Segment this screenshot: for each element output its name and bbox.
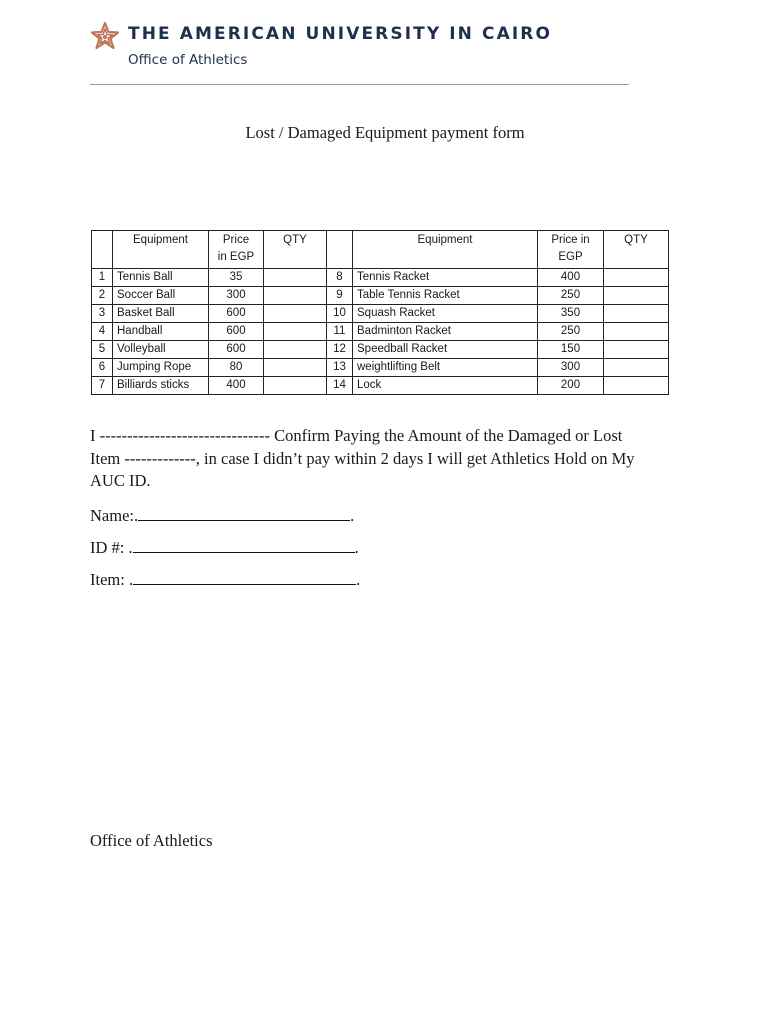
- price-right: 200: [538, 377, 604, 395]
- name-input-line[interactable]: [138, 505, 350, 521]
- header-price-left-line1: Price: [222, 234, 250, 246]
- header-equipment-right: Equipment: [353, 231, 538, 269]
- header-qty-left: QTY: [264, 231, 327, 269]
- equipment-name-left: Basket Ball: [113, 305, 209, 323]
- qty-right[interactable]: [604, 377, 669, 395]
- row-number-left: 3: [92, 305, 113, 323]
- qty-left[interactable]: [264, 377, 327, 395]
- statement-line-2: Item -------------, in case I didn’t pay within 2 days I will get Athletics Hold on My: [90, 448, 635, 468]
- table-row: [92, 377, 669, 395]
- price-right: 400: [538, 269, 604, 287]
- equipment-name-left: Handball: [113, 323, 209, 341]
- row-number-right: 10: [327, 305, 353, 323]
- name-field: [90, 505, 354, 526]
- price-left: 600: [209, 323, 264, 341]
- qty-left[interactable]: [264, 341, 327, 359]
- qty-left[interactable]: [264, 359, 327, 377]
- header-no-cell-right: [327, 231, 353, 269]
- statement-line-1: I ------------------------------- Confirm Paying the Amount of the Damaged or Lost: [90, 426, 623, 445]
- table-row: [92, 287, 669, 305]
- price-left: 600: [209, 341, 264, 359]
- office-name: Office of Athletics: [128, 52, 248, 68]
- price-right: 250: [538, 323, 604, 341]
- row-number-left: 4: [92, 323, 113, 341]
- item-label: Item: .: [90, 570, 134, 589]
- equipment-name-left: Tennis Ball: [113, 269, 209, 287]
- table-row: [92, 359, 669, 377]
- table-row: [92, 323, 669, 341]
- qty-right[interactable]: [604, 359, 669, 377]
- equipment-price-table: [91, 230, 669, 395]
- qty-right[interactable]: [604, 287, 669, 305]
- price-left: 80: [209, 359, 264, 377]
- header-price-left: [209, 231, 264, 269]
- row-number-left: 5: [92, 341, 113, 359]
- header-price-right-line2: EGP: [558, 251, 583, 263]
- header-price-right-line1: Price in: [551, 234, 590, 246]
- equipment-name-left: Volleyball: [113, 341, 209, 359]
- table-header-row: [92, 231, 669, 269]
- equipment-name-right: weightlifting Belt: [353, 359, 538, 377]
- equipment-name-right: Tennis Racket: [353, 269, 538, 287]
- item-end-mark: .: [356, 570, 361, 589]
- row-number-right: 8: [327, 269, 353, 287]
- header-no-cell: [92, 231, 113, 269]
- equipment-name-left: Soccer Ball: [113, 287, 209, 305]
- price-right: 250: [538, 287, 604, 305]
- id-input-line[interactable]: [133, 537, 355, 553]
- auc-star-logo-icon: [90, 22, 120, 52]
- row-number-left: 7: [92, 377, 113, 395]
- item-field: [90, 569, 360, 590]
- price-left: 35: [209, 269, 264, 287]
- row-number-right: 9: [327, 287, 353, 305]
- header-price-right: [538, 231, 604, 269]
- qty-right[interactable]: [604, 341, 669, 359]
- price-left: 300: [209, 287, 264, 305]
- header-qty-right: QTY: [604, 231, 669, 269]
- equipment-name-right: Table Tennis Racket: [353, 287, 538, 305]
- qty-right[interactable]: [604, 305, 669, 323]
- equipment-name-right: Lock: [353, 377, 538, 395]
- qty-right[interactable]: [604, 269, 669, 287]
- form-title: Lost / Damaged Equipment payment form: [245, 123, 525, 142]
- equipment-name-left: Jumping Rope: [113, 359, 209, 377]
- name-end-mark: .: [350, 506, 355, 525]
- qty-left[interactable]: [264, 305, 327, 323]
- qty-left[interactable]: [264, 269, 327, 287]
- row-number-left: 1: [92, 269, 113, 287]
- id-label: ID #: .: [90, 538, 133, 557]
- confirmation-statement: [90, 425, 690, 493]
- row-number-right: 14: [327, 377, 353, 395]
- statement-line-3: AUC ID.: [90, 471, 151, 490]
- row-number-left: 6: [92, 359, 113, 377]
- price-right: 350: [538, 305, 604, 323]
- equipment-name-right: Badminton Racket: [353, 323, 538, 341]
- footer-office-name: Office of Athletics: [90, 831, 213, 850]
- row-number-right: 13: [327, 359, 353, 377]
- price-left: 400: [209, 377, 264, 395]
- item-input-line[interactable]: [133, 569, 356, 585]
- equipment-name-right: Speedball Racket: [353, 341, 538, 359]
- equipment-name-left: Billiards sticks: [113, 377, 209, 395]
- name-label: Name:.: [90, 506, 139, 525]
- header-divider: [90, 84, 629, 85]
- price-right: 300: [538, 359, 604, 377]
- header-price-left-line2: in EGP: [217, 251, 255, 263]
- qty-right[interactable]: [604, 323, 669, 341]
- table-row: [92, 341, 669, 359]
- price-left: 600: [209, 305, 264, 323]
- qty-left[interactable]: [264, 287, 327, 305]
- id-end-mark: .: [354, 538, 359, 557]
- equipment-name-right: Squash Racket: [353, 305, 538, 323]
- table-row: [92, 305, 669, 323]
- row-number-right: 11: [327, 323, 353, 341]
- row-number-right: 12: [327, 341, 353, 359]
- university-name: THE AMERICAN UNIVERSITY IN CAIRO: [128, 24, 553, 44]
- header-equipment-left: Equipment: [113, 231, 209, 269]
- qty-left[interactable]: [264, 323, 327, 341]
- row-number-left: 2: [92, 287, 113, 305]
- id-field: [90, 537, 359, 558]
- table-row: [92, 269, 669, 287]
- price-right: 150: [538, 341, 604, 359]
